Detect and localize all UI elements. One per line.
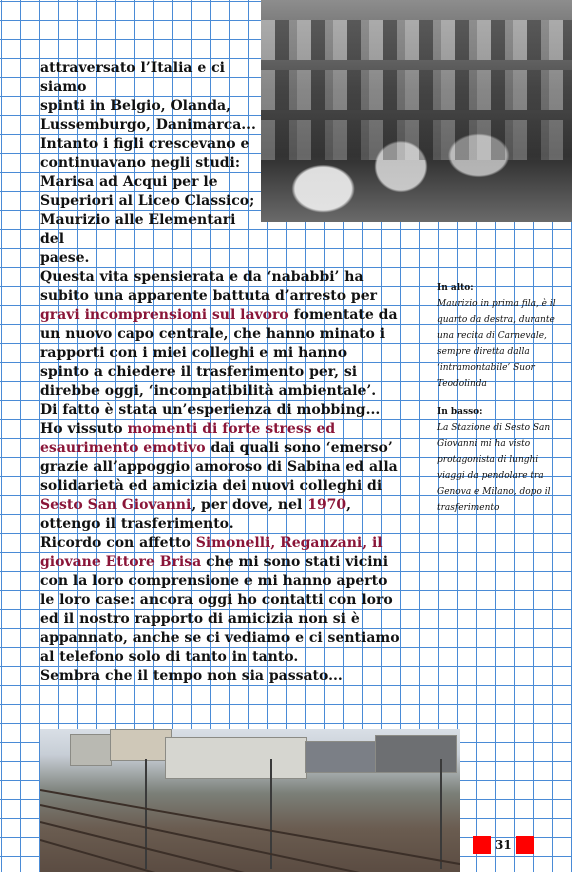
article-text	[40, 59, 400, 686]
caption-bottom-title: In basso:	[437, 407, 483, 417]
text-line: paese.	[40, 250, 90, 266]
text-line: Maurizio alle Elementari del	[40, 212, 236, 247]
highlight-text: Simonelli, Reganzani, il giovane Ettore Brisa	[40, 535, 383, 570]
paragraph	[40, 534, 400, 667]
page-marker-left	[473, 836, 491, 854]
text-line: Intanto i figli crescevano e	[40, 136, 250, 152]
text-line: Superiori al Liceo Classico;	[40, 193, 255, 209]
text-span: , ottengo il trasferimento.	[40, 497, 352, 532]
photo-captions	[437, 280, 565, 516]
page-number-text: 31	[495, 838, 512, 852]
text-line: continuavano negli studi:	[40, 155, 241, 171]
paragraph: Di fatto è stata un’esperienza di mobbing...	[40, 402, 381, 418]
text-span: Ho vissuto	[40, 421, 128, 437]
caption-top-body: Maurizio in prima fila, è il quarto da destra, durante una recita di Carnevale, sempre diretta dalla ‘intramontabile’ Suor Teodolinda	[437, 299, 556, 389]
paragraph	[40, 268, 400, 401]
text-span: Questa vita spensierata e da ‘nababbi’ ha subito una apparente battuta d’arresto per	[40, 269, 377, 304]
text-span: dai quali sono ‘emerso’ grazie all’appoggio amoroso di Sabina ed alla solidarietà ed amicizia dei nuovi colleghi di	[40, 440, 398, 494]
highlight-text: Sesto San Giovanni	[40, 497, 192, 513]
highlight-text: 1970	[307, 497, 347, 513]
text-span: che mi sono stati vicini con la loro comprensione e mi hanno aperto le loro case: ancora oggi ho contatti con loro ed il nostro rapporto di amicizia non si è appannato, anche se ci vediamo e ci sentiamo al telefono solo di tanto in tanto.	[40, 554, 400, 665]
text-line: Marisa ad Acqui per le	[40, 174, 218, 190]
text-line: Lussemburgo, Danimarca...	[40, 117, 256, 133]
text-line: attraversato l’Italia e ci siamo	[40, 60, 225, 95]
railway-station-photo	[40, 729, 460, 872]
highlight-text: gravi incomprensioni sul lavoro	[40, 307, 289, 323]
text-line: spinti in Belgio, Olanda,	[40, 98, 231, 114]
paragraph	[40, 420, 400, 534]
text-span: Ricordo con affetto	[40, 535, 196, 551]
text-span: fomentate da un nuovo capo centrale, che hanno minato i rapporti con i miei colleghi e mi hanno spinto a chiedere il trasferimento per, si direbbe oggi, ‘incompatibilità ambientale’.	[40, 307, 398, 399]
text-span: , per dove, nel	[191, 497, 308, 513]
caption-top-title: In alto:	[437, 283, 474, 293]
paragraph: Sembra che il tempo non sia passato...	[40, 668, 343, 684]
highlight-text: momenti di forte stress ed esaurimento emotivo	[40, 421, 336, 456]
page-marker-right	[516, 836, 534, 854]
page-number	[473, 836, 534, 854]
caption-bottom-body: La Stazione di Sesto San Giovanni mi ha visto protagonista di lunghi viaggi da pendolare tra Genova e Milano, dopo il trasferimento	[437, 423, 551, 513]
